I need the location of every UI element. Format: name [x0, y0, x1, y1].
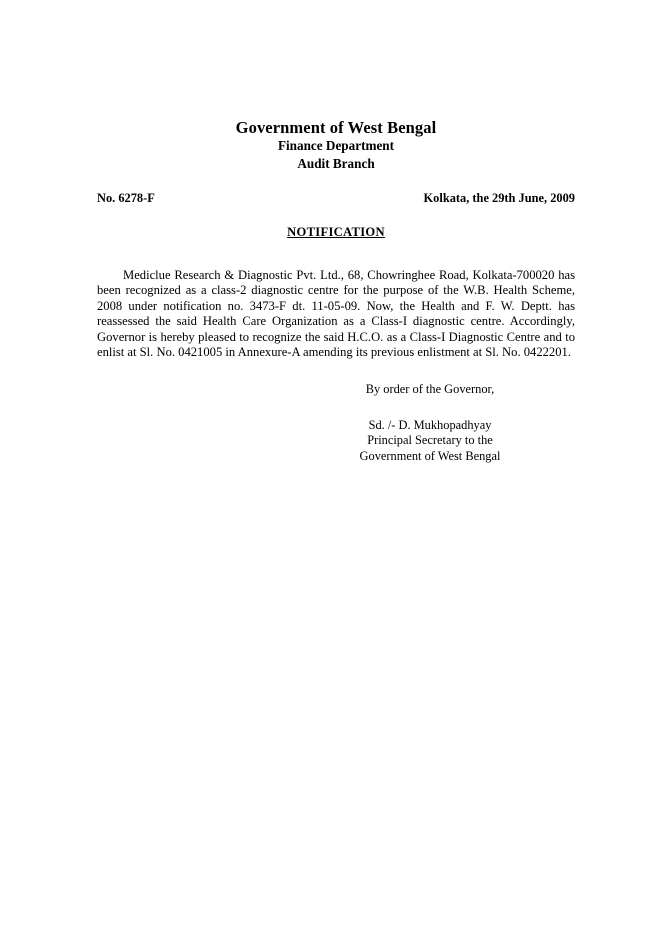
notification-heading-text: NOTIFICATION: [287, 225, 385, 239]
masthead: [97, 118, 575, 172]
department-title: Finance Department: [277, 138, 395, 153]
notification-body: Mediclue Research & Diagnostic Pvt. Ltd., 68, Chowringhee Road, Kolkata-700020 has been recognized as a class-2 diagnostic centre for the purpose of the W.B. Health Scheme, 2008 under notification no. 3473-F dt. 11-05-09. Now, the Health and F. W. Deptt. has reassessed the said Health Care Organization as a Class-I diagnostic centre. Accordingly, Governor is hereby pleased to recognize the said H.C.O. as a Class-I Diagnostic Centre and to enlist at Sl. No. 0421005 in Annexure-A amending its previous enlistment at Sl. No. 0422201.: [97, 268, 575, 360]
notification-heading: [97, 225, 575, 240]
reference-number: No. 6278-F: [97, 191, 155, 205]
reference-place-date: Kolkata, the 29th June, 2009: [423, 191, 575, 205]
signatory-name: Sd. /- D. Mukhopadhyay: [368, 417, 492, 432]
by-order-line: By order of the Governor,: [365, 382, 495, 397]
document-content: [97, 118, 575, 464]
branch-title: Audit Branch: [297, 155, 375, 171]
signature-block: [97, 382, 575, 464]
signatory-designation-line-1: Principal Secretary to the: [367, 433, 493, 448]
signatory-designation-line-2: Government of West Bengal: [359, 448, 501, 463]
signatory-group: [305, 418, 555, 464]
reference-row: [97, 191, 575, 206]
organization-title: Government of West Bengal: [235, 118, 437, 137]
